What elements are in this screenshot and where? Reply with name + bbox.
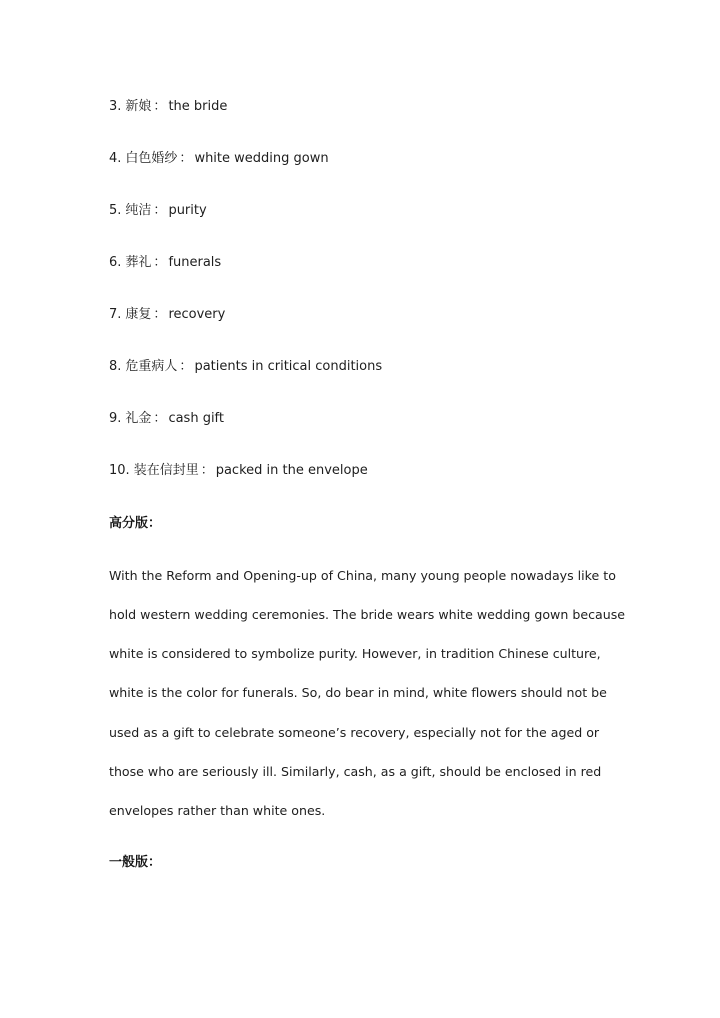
vocab-chinese: 礼金 (125, 411, 152, 426)
vocab-english: packed in the envelope (215, 463, 368, 478)
vocab-item-4 (109, 150, 329, 168)
paragraph-line: envelopes rather than white ones. (109, 803, 326, 818)
vocab-chinese: 危重病人 (125, 359, 178, 374)
vocab-item-3 (109, 98, 227, 116)
vocab-item-7 (109, 306, 225, 324)
vocab-chinese: 葬礼 (125, 255, 152, 270)
vocab-number: 9. (109, 411, 122, 426)
vocab-number: 5. (109, 203, 122, 218)
vocab-separator: ： (153, 307, 167, 322)
vocab-separator: ： (179, 151, 193, 166)
vocab-number: 10. (109, 463, 130, 478)
vocab-separator: ： (153, 411, 167, 426)
vocab-chinese: 白色婚纱 (125, 151, 178, 166)
advanced-version-heading: 高分版： (109, 516, 162, 531)
vocab-english: cash gift (168, 411, 225, 426)
vocab-chinese: 新娘 (125, 99, 152, 114)
vocab-item-9 (109, 410, 224, 428)
paragraph-line: used as a gift to celebrate someone’s recovery, especially not for the aged or (109, 725, 600, 740)
paragraph-line: white is the color for funerals. So, do bear in mind, white flowers should not be (109, 685, 607, 700)
vocab-english: recovery (168, 307, 226, 322)
paragraph-line: hold western wedding ceremonies. The bride wears white wedding gown because (109, 607, 626, 622)
vocab-number: 3. (109, 99, 122, 114)
vocab-chinese: 装在信封里 (133, 463, 199, 478)
vocab-number: 8. (109, 359, 122, 374)
vocab-item-10 (109, 462, 368, 480)
paragraph-line: white is considered to symbolize purity. However, in tradition Chinese culture, (109, 646, 601, 661)
vocab-english: purity (168, 203, 207, 218)
vocab-number: 6. (109, 255, 122, 270)
vocab-chinese: 康复 (125, 307, 152, 322)
vocab-separator: ： (153, 99, 167, 114)
vocab-separator: ： (153, 203, 167, 218)
vocab-separator: ： (179, 359, 193, 374)
vocab-number: 7. (109, 307, 122, 322)
basic-version-heading: 一般版： (109, 855, 162, 870)
vocab-item-8 (109, 358, 382, 376)
vocab-separator: ： (200, 463, 214, 478)
vocab-english: patients in critical conditions (194, 359, 383, 374)
paragraph-line: With the Reform and Opening-up of China, many young people nowadays like to (109, 568, 616, 583)
paragraph-line: those who are seriously ill. Similarly, cash, as a gift, should be enclosed in red (109, 764, 602, 779)
vocab-english: the bride (168, 99, 228, 114)
vocab-number: 4. (109, 151, 122, 166)
vocab-item-5 (109, 202, 207, 220)
vocab-separator: ： (153, 255, 167, 270)
vocab-english: funerals (168, 255, 222, 270)
vocab-english: white wedding gown (194, 151, 329, 166)
vocab-item-6 (109, 254, 221, 272)
vocab-chinese: 纯洁 (125, 203, 152, 218)
